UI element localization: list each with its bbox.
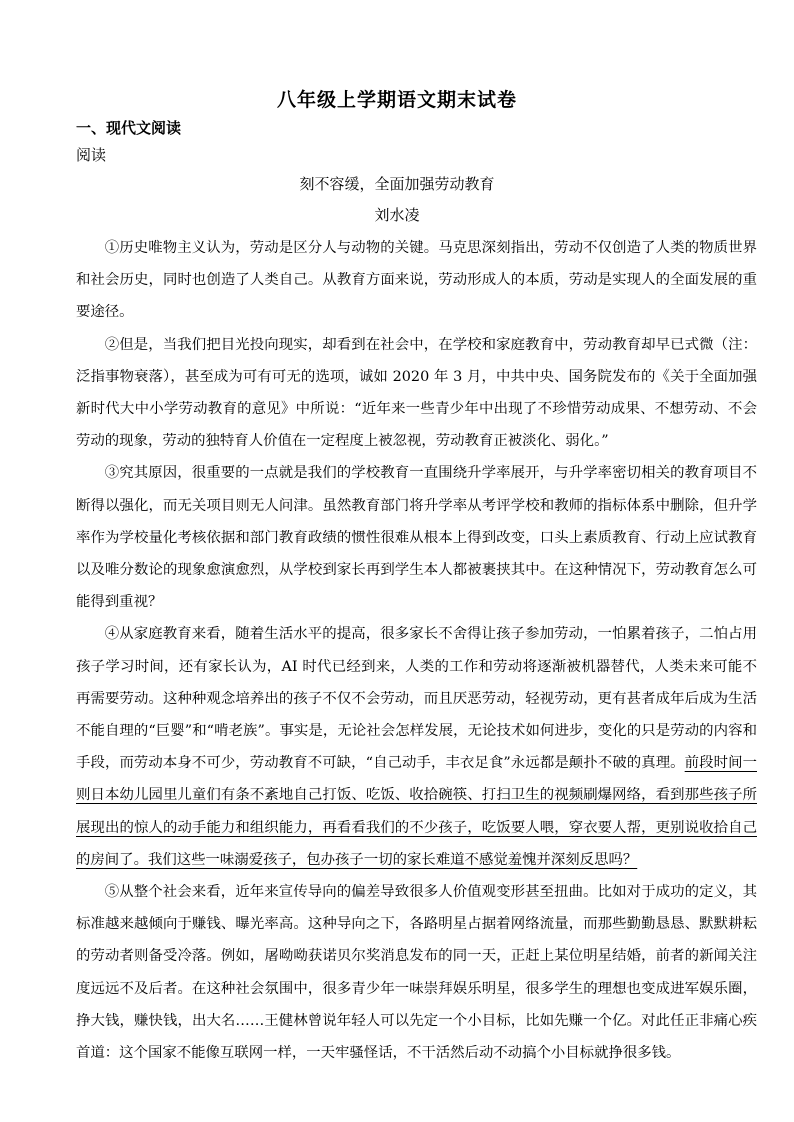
paragraph-1: ①历史唯物主义认为，劳动是区分人与动物的关键。马克思深刻指出，劳动不仅创造了人类的物质世界和社会历史，同时也创造了人类自己。从教育方面来说，劳动形成人的本质，劳动是实现人的全面发展的重要途径。 (76, 240, 757, 321)
paragraph-4-underlined-text: 前段时间一则日本幼儿园里儿童们有条不紊地自己打饭、吃饭、收拾碗筷、打扫卫生的视频刷爆网络，看到那些孩子所展现出的惊人的动手能力和组织能力，再看看我们的不少孩子，吃饭要人喂，穿衣要人帮，更别说收拾自己的房间了。我们这些一味溺爱孩子，包办孩子一切的家长难道不感觉羞愧并深刻反思吗？ (76, 755, 757, 868)
reading-subheading: 阅读 (76, 146, 107, 164)
section-heading: 一、现代文阅读 (76, 119, 182, 137)
paragraph-5: ⑤从整个社会来看，近年来宣传导向的偏差导致很多人价值观变形甚至扭曲。比如对于成功的定义，其标准越来越倾向于赚钱、曝光率高。这种导向之下，各路明星占据着网络流量，而那些勤勤恳恳、默默耕耘的劳动者则备受冷落。例如，屠呦呦获诺贝尔奖消息发布的同一天，正赶上某位明星结婚，前者的新闻关注度远远不及后者。在这种社会氛围中，很多青少年一味崇拜娱乐明星，很多学生的理想也变成进军娱乐圈，挣大钱，赚快钱，出大名……王健林曾说年轻人可以先定一个小目标，比如先赚一个亿。对此任正非痛心疾首道：这个国家不能像互联网一样，一天牢骚怪话，不干活然后动不动搞个小目标就挣很多钱。 (76, 884, 757, 1062)
paragraph-3: ③究其原因，很重要的一点就是我们的学校教育一直围绕升学率展开，与升学率密切相关的教育项目不断得以强化，而无关项目则无人问津。虽然教育部门将升学率从考评学校和教师的指标体系中删除，但升学率作为学校量化考核依据和部门教育政绩的惯性很难从根本上得到改变，口头上素质教育、行动上应试教育以及唯分数论的现象愈演愈烈，从学校到家长再到学生本人都被裹挟其中。在这种情况下，劳动教育怎么可能得到重视？ (76, 465, 757, 611)
paragraph-2: ②但是，当我们把目光投向现实，却看到在社会中，在学校和家庭教育中，劳动教育却早已式微（注：泛指事物衰落），甚至成为可有可无的选项，诚如 2020 年 3 月，中共中央、国务院发布的《关于全面加强新时代大中小学劳动教育的意见》中所说：“近年来一些青少年中出现了不珍惜劳动成果、不想劳动、不会劳动的现象，劳动的独特育人价值在一定程度上被忽视，劳动教育正被淡化、弱化。” (76, 336, 757, 450)
paragraph-4-text: ④从家庭教育来看，随着生活水平的提高，很多家长不舍得让孩子参加劳动，一怕累着孩子，二怕占用孩子学习时间，还有家长认为，AI 时代已经到来，人类的工作和劳动将逐渐被机器替代，人类未来可能不再需要劳动。这种种观念培养出的孩子不仅不会劳动，而且厌恶劳动，轻视劳动，更有甚者成年后成为生活不能自理的“巨婴”和“啃老族”。事实是，无论社会怎样发展，无论技术如何进步，变化的只是劳动的内容和手段，而劳动本身不可少，劳动教育不可缺，“自己动手，丰衣足食”永远都是颠扑不破的真理。 (76, 626, 757, 772)
paragraph-4 (76, 618, 757, 876)
article-title: 刻不容缓，全面加强劳动教育 (299, 175, 495, 193)
article-author: 刘水凌 (374, 206, 420, 224)
article-body (76, 232, 757, 1069)
exam-title: 八年级上学期语文期末试卷 (276, 89, 517, 111)
